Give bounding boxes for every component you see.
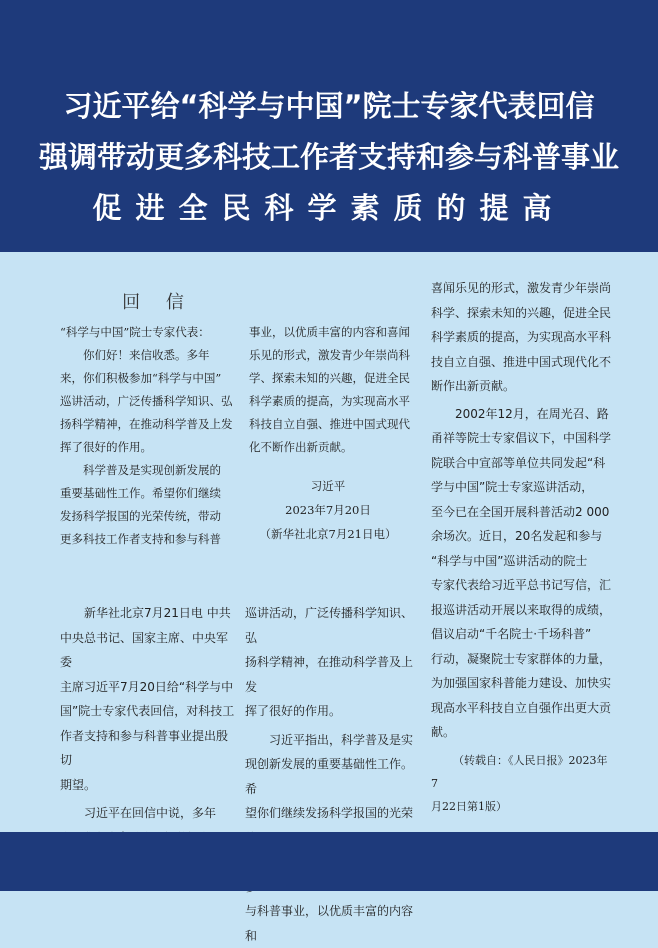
headline-line-3: 促进全民科学素质的提高: [92, 191, 566, 225]
news-line: 院联合中宣部等单位共同发起“科: [431, 455, 606, 470]
letter-line: 学、探索未知的兴趣，促进全民: [249, 371, 410, 385]
letter-signature: 习近平: [310, 479, 346, 493]
letter-line: 更多科技工作者支持和参与科普: [60, 532, 221, 546]
news-line: 为加强国家科普能力建设、加快实: [431, 676, 612, 690]
news-line: 现创新发展的重要基础性工作。希: [245, 757, 414, 796]
news-line: 现高水平科技自立自强作出更大贡: [431, 700, 612, 715]
letter-wire-credit: （新华社北京7月21日电）: [259, 527, 397, 541]
news-line: 2002年12月，在周光召、路: [455, 406, 609, 421]
news-line: 国”院士专家代表回信，对科技工: [60, 704, 235, 718]
news-line: 扬科学精神，在推动科学普及上发: [245, 655, 414, 694]
letter-line: 你们好！来信收悉。多年: [83, 348, 210, 362]
news-line: 作者支持和参与科普事业提出殷切: [60, 728, 229, 767]
letter-date: 2023年7月20日: [285, 503, 371, 517]
letter-line: 乐见的形式，激发青少年崇尚科: [249, 348, 410, 362]
news-line: 余场次。近日，20名发起和参与: [431, 529, 603, 543]
news-column-3: [431, 276, 611, 818]
news-column-2: [245, 601, 423, 948]
letter-line: 科学素质的提高，为实现高水平: [249, 394, 410, 408]
news-line: 习近平在回信中说，多年: [84, 806, 217, 820]
letter-title: 回 信: [122, 292, 194, 313]
letter-line: 化不断作出新贡献。: [249, 440, 353, 454]
news-line: 学与中国”院士专家巡讲活动，: [431, 480, 594, 494]
news-line: 专家代表给习近平总书记写信，汇: [431, 578, 612, 592]
letter-column-2: [249, 321, 425, 459]
footer-band: [0, 832, 658, 891]
header-banner: [0, 0, 658, 252]
news-line: 与科普事业，以优质丰富的内容和: [245, 904, 414, 943]
letter-line: 扬科学精神，在推动科学普及上发: [60, 417, 233, 431]
letter-line: 事业，以优质丰富的内容和喜闻: [249, 325, 410, 339]
letter-line: 挥了很好的作用。: [60, 440, 152, 454]
source-note-line-1: （转载自：《人民日报》2023年7: [431, 753, 608, 790]
letter-line: 巡讲活动，广泛传播科学知识、弘: [60, 394, 233, 408]
news-line: 献。: [431, 725, 456, 739]
news-line: 新华社北京7月21日电 中共: [84, 606, 231, 620]
news-line: 主席习近平7月20日给“科学与中: [60, 679, 234, 694]
letter-line: 科技自立自强、推进中国式现代: [249, 417, 410, 431]
news-line: 科学、探索未知的兴趣，促进全民: [431, 305, 612, 320]
news-line: 喜闻乐见的形式，激发青少年崇尚: [431, 281, 612, 295]
news-line: 断作出新贡献。: [431, 379, 516, 393]
news-line: 报巡讲活动开展以来取得的成绩，: [431, 602, 612, 617]
letter-line: 重要基础性工作。希望你们继续: [60, 486, 221, 500]
letter-salutation: “科学与中国”院士专家代表：: [60, 325, 210, 339]
source-note-line-2: 月22日第1版）: [431, 799, 507, 813]
news-line: 至今已在全国开展科普活动2 000: [431, 504, 610, 519]
news-line: 望你们继续发扬科学报国的光荣: [245, 806, 414, 820]
news-line: 行动，凝聚院士专家群体的力量，: [431, 651, 612, 666]
letter-column-1: [60, 321, 236, 551]
news-line: 中央总书记、国家主席、中央军委: [60, 630, 229, 669]
headline-line-1: 习近平给“科学与中国”院士专家代表回信: [63, 89, 595, 123]
news-line: 技自立自强、推进中国式现代化不: [431, 354, 612, 369]
news-column-1: [60, 601, 238, 850]
news-line: 期望。: [60, 777, 97, 792]
news-line: 倡议启动“千名院士·千场科普”: [431, 627, 592, 641]
letter-line: 发扬科学报国的光荣传统，带动: [60, 509, 221, 523]
news-line: 习近平指出，科学普及是实: [269, 732, 414, 747]
news-line: 甬祥等院士专家倡议下，中国科学: [431, 431, 612, 445]
news-line: 巡讲活动，广泛传播科学知识、弘: [245, 606, 414, 645]
letter-line: 来，你们积极参加“科学与中国”: [60, 371, 222, 385]
news-line: “科学与中国”巡讲活动的院士: [431, 553, 588, 568]
letter-line: 科学普及是实现创新发展的: [83, 463, 221, 477]
news-line: 科学素质的提高，为实现高水平科: [431, 330, 612, 344]
news-line: 挥了很好的作用。: [245, 704, 342, 718]
headline-line-2: 强调带动更多科技工作者支持和参与科普事业: [38, 140, 619, 174]
